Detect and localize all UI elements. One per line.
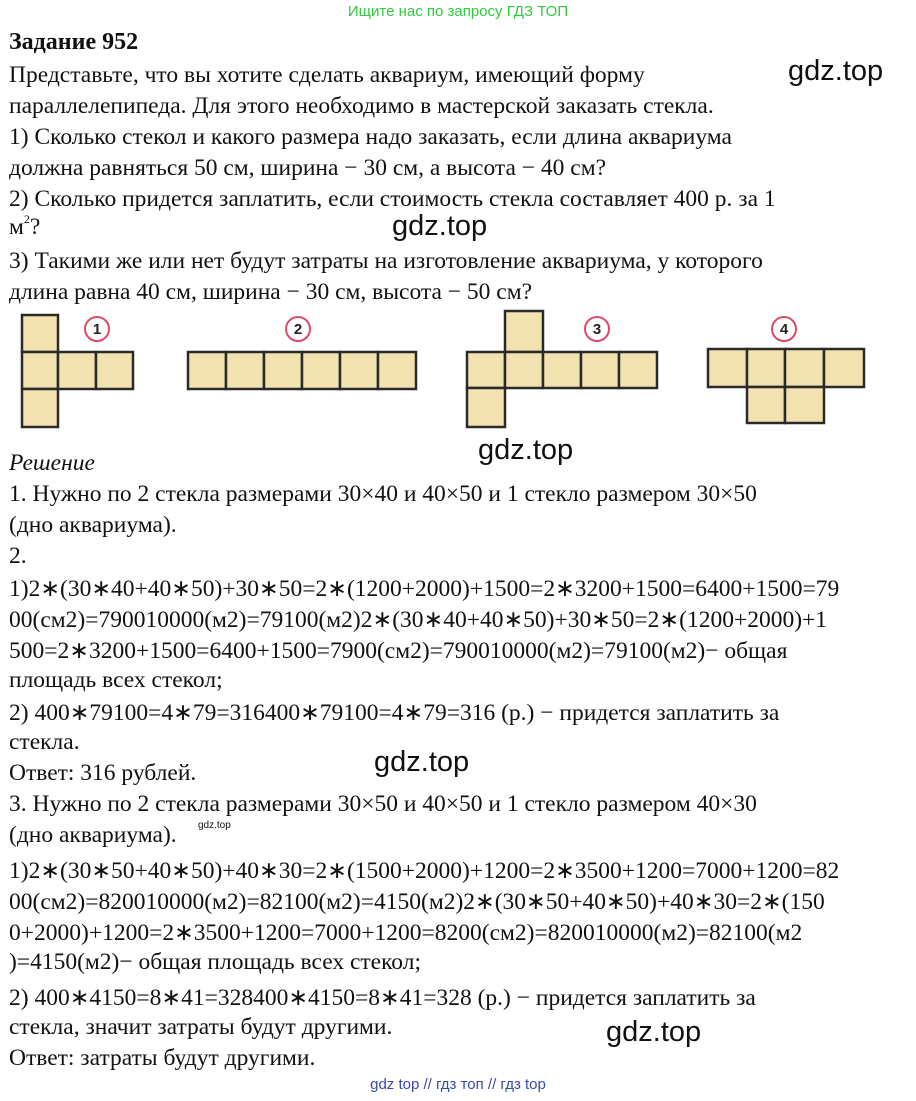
net-3 <box>467 311 657 427</box>
solution-line-14: 00(см2)=820010000(м2)=82100(м2)=4150(м2)2∗(30∗50+40∗50)+40∗30=2∗(150 <box>9 889 825 915</box>
solution-line-11: 3. Нужно по 2 стекла размерами 30×50 и 40×50 и 1 стекло размером 40×30 <box>9 791 757 817</box>
net-4 <box>708 349 864 423</box>
solution-line-16: )=4150(м2)− общая площадь всех стекол; <box>9 949 421 975</box>
figure-label-1: 1 <box>92 321 102 338</box>
watermark-3: gdz.top <box>478 434 574 466</box>
solution-heading: Решение <box>9 450 95 476</box>
solution-line-17: 2) 400∗4150=8∗41=328400∗4150=8∗41=328 (р.) − придется заплатить за <box>9 985 756 1011</box>
problem-line-1: Представьте, что вы хотите сделать аквариум, имеющий форму <box>9 62 645 88</box>
solution-line-6: 500=2∗3200+1500=6400+1500=7900(см2)=790010000(м2)=79100(м2)− общая <box>9 638 788 664</box>
problem-line-6 <box>9 214 40 241</box>
solution-line-9: стекла. <box>9 729 80 755</box>
net-1 <box>22 315 133 427</box>
watermark-2: gdz.top <box>392 210 488 242</box>
solution-line-13: 1)2∗(30∗50+40∗50)+40∗30=2∗(1500+2000)+1200=2∗3500+1200=7000+1200=82 <box>9 858 840 884</box>
solution-line-8: 2) 400∗79100=4∗79=316400∗79100=4∗79=316 (р.) − придется заплатить за <box>9 700 780 726</box>
solution-line-2: (дно аквариума). <box>9 512 177 538</box>
solution-answer-1: Ответ: 316 рублей. <box>9 760 197 786</box>
watermark-1: gdz.top <box>788 55 884 87</box>
solution-answer-2: Ответ: затраты будут другими. <box>9 1045 316 1071</box>
header-search-link[interactable]: Ищите нас по запросу ГДЗ ТОП <box>347 3 569 20</box>
unit-m: м <box>9 214 24 240</box>
problem-line-5: 2) Сколько придется заплатить, если стоимость стекла составляет 400 р. за 1 <box>9 186 776 212</box>
cube-nets-figure <box>0 305 916 431</box>
figure-label-3: 3 <box>592 321 602 338</box>
question-mark: ? <box>29 214 41 240</box>
problem-line-4: должна равняться 50 см, ширина − 30 см, а высота − 40 см? <box>9 155 607 181</box>
problem-line-2: параллелепипеда. Для этого необходимо в мастерской заказать стекла. <box>9 93 714 119</box>
solution-line-18: стекла, значит затраты будут другими. <box>9 1014 393 1040</box>
watermark-4: gdz.top <box>374 746 470 778</box>
problem-line-8: длина равна 40 см, ширина − 30 см, высота − 50 см? <box>9 279 533 305</box>
solution-line-4: 1)2∗(30∗40+40∗50)+30∗50=2∗(1200+2000)+1500=2∗3200+1500=6400+1500=79 <box>9 576 840 602</box>
watermark-small: gdz.top <box>198 820 231 831</box>
unit-exponent: 2 <box>23 212 30 226</box>
problem-line-7: 3) Такими же или нет будут затраты на изготовление аквариума, у которого <box>9 248 763 274</box>
solution-line-12: (дно аквариума). <box>9 822 177 848</box>
figure-label-2: 2 <box>293 321 303 338</box>
problem-line-3: 1) Сколько стекол и какого размера надо заказать, если длина аквариума <box>9 124 732 150</box>
figure-label-4: 4 <box>779 321 789 338</box>
solution-line-1: 1. Нужно по 2 стекла размерами 30×40 и 40×50 и 1 стекло размером 30×50 <box>9 481 757 507</box>
net-2 <box>188 352 416 389</box>
task-title: Задание 952 <box>9 29 139 55</box>
solution-line-7: площадь всех стекол; <box>9 667 223 693</box>
solution-line-5: 00(см2)=790010000(м2)=79100(м2)2∗(30∗40+40∗50)+30∗50=2∗(1200+2000)+1 <box>9 607 828 633</box>
solution-line-3: 2. <box>9 543 27 569</box>
footer-links[interactable]: gdz top // гдз топ // гдз top <box>370 1076 546 1093</box>
watermark-5: gdz.top <box>606 1016 702 1048</box>
solution-line-15: 0+2000)+1200=2∗3500+1200=7000+1200=8200(см2)=820010000(м2)=82100(м2 <box>9 920 803 946</box>
